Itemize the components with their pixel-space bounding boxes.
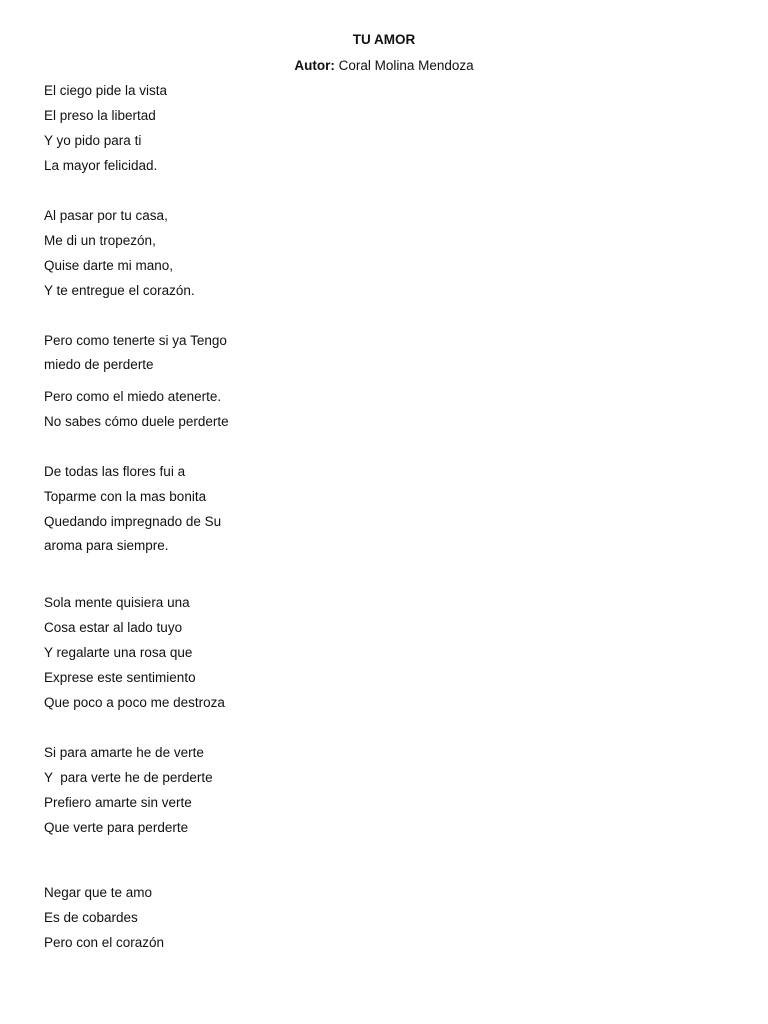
poem-line: Que poco a poco me destroza: [44, 695, 225, 710]
poem-line: Me di un tropezón,: [44, 233, 156, 248]
poem-line: Quedando impregnado de Su: [44, 514, 222, 529]
poem-line: Negar que te amo: [44, 885, 153, 900]
poem-line: Pero como el miedo atenerte.: [44, 389, 222, 404]
poem-line: Cosa estar al lado tuyo: [44, 620, 183, 635]
author-label: Autor:: [294, 58, 335, 73]
poem-line: miedo de perderte: [44, 357, 154, 372]
poem-line: Prefiero amarte sin verte: [44, 795, 192, 810]
poem-title: TU AMOR: [352, 32, 416, 47]
author-line: [0, 58, 768, 73]
poem-line: Y yo pido para ti: [44, 133, 142, 148]
poem-line: Quise darte mi mano,: [44, 258, 174, 273]
poem-line: La mayor felicidad.: [44, 158, 158, 173]
poem-line: El preso la libertad: [44, 108, 156, 123]
author-name: Coral Molina Mendoza: [338, 58, 474, 73]
poem-line: Pero como tenerte si ya Tengo: [44, 333, 227, 348]
poem-line: Es de cobardes: [44, 910, 138, 925]
poem-line: Toparme con la mas bonita: [44, 489, 207, 504]
poem-line: Al pasar por tu casa,: [44, 208, 168, 223]
poem-line: No sabes cómo duele perderte: [44, 414, 229, 429]
poem-line: aroma para siempre.: [44, 538, 169, 553]
poem-line: Y regalarte una rosa que: [44, 645, 193, 660]
poem-line: Que verte para perderte: [44, 820, 189, 835]
poem-line: Pero con el corazón: [44, 935, 165, 950]
poem-line: Y te entregue el corazón.: [44, 283, 195, 298]
poem-line: Si para amarte he de verte: [44, 745, 204, 760]
poem-line: Y para verte he de perderte: [44, 770, 213, 785]
poem-line: El ciego pide la vista: [44, 83, 168, 98]
poem-line: Exprese este sentimiento: [44, 670, 196, 685]
poem-line: Sola mente quisiera una: [44, 595, 190, 610]
poem-line: De todas las flores fui a: [44, 464, 186, 479]
